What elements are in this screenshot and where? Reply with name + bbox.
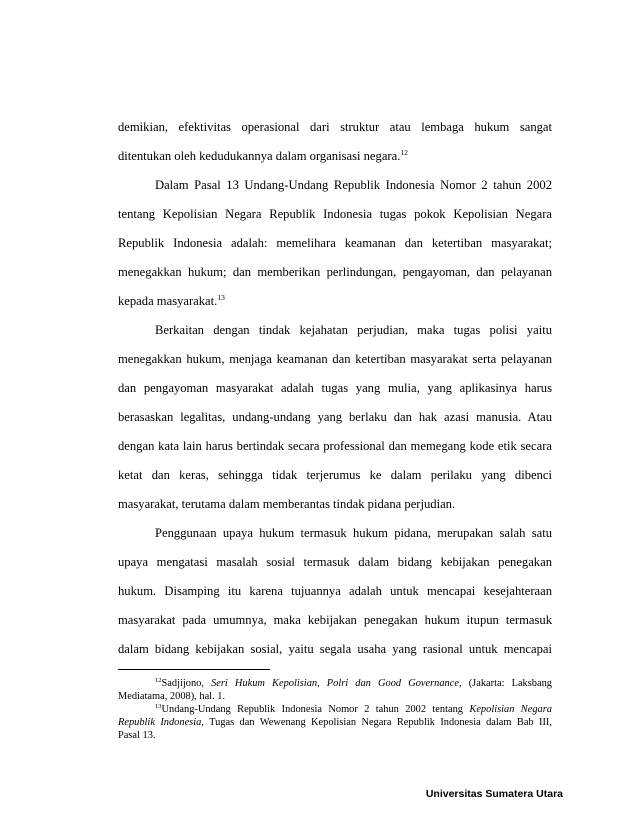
body-line: masyarakat pada umumnya, maka kebijakan penegakan hukum itupun termasuk xyxy=(118,613,552,627)
footnote-text: , (Jakarta: Laksbang xyxy=(458,678,552,689)
footnote-separator xyxy=(118,669,270,670)
body-line-text: ditentukan oleh kedudukannya dalam organisasi negara. xyxy=(118,149,401,163)
body-line: Republik Indonesia adalah: memelihara keamanan dan ketertiban masyarakat; xyxy=(118,236,552,250)
footnote-mark: 13 xyxy=(155,703,162,710)
body-line: tentang Kepolisian Negara Republik Indonesia tugas pokok Kepolisian Negara xyxy=(118,207,552,221)
body-line xyxy=(118,148,552,164)
body-line: menegakkan hukum, menjaga keamanan dan ketertiban masyarakat serta pelayanan xyxy=(118,352,552,366)
footnote-13-continued xyxy=(118,716,552,729)
paragraph-first-line: Dalam Pasal 13 Undang-Undang Republik Indonesia Nomor 2 tahun 2002 xyxy=(155,178,552,192)
body-line: ketat dan keras, sehingga tidak terjerumus ke dalam perilaku yang dibenci xyxy=(118,468,552,482)
paragraph-first-line: Berkaitan dengan tindak kejahatan perjudian, maka tugas polisi yaitu xyxy=(155,323,552,337)
body-line: upaya mengatasi masalah sosial termasuk dalam bidang kebijakan penegakan xyxy=(118,555,552,569)
body-line: dengan kata lain harus bertindak secara professional dan memegang kode etik secara xyxy=(118,439,552,453)
body-line: masyarakat, terutama dalam memberantas tindak pidana perjudian. xyxy=(118,497,456,511)
footnote-text: Undang-Undang Republik Indonesia Nomor 2 tahun 2002 tentang xyxy=(161,704,470,715)
body-line: dalam bidang kebijakan sosial, yaitu segala usaha yang rasional untuk mencapai xyxy=(118,642,552,656)
paragraph-first-line: Penggunaan upaya hukum termasuk hukum pidana, merupakan salah satu xyxy=(155,526,552,540)
footnote-12-continued: Mediatama, 2008), hal. 1. xyxy=(118,691,226,702)
footnote-12 xyxy=(155,677,552,690)
footnote-title: Kepolisian Negara xyxy=(469,704,552,715)
body-line-text: kepada masyarakat. xyxy=(118,294,218,308)
body-line: berasaskan legalitas, undang-undang yang berlaku dan hak azasi manusia. Atau xyxy=(118,410,552,424)
body-line xyxy=(118,293,552,309)
body-line: menegakkan hukum; dan memberikan perlindungan, pengayoman, dan pelayanan xyxy=(118,265,552,279)
footnote-mark: 12 xyxy=(155,677,162,684)
footnote-text: , Tugas dan Wewenang Kepolisian Negara Republik Indonesia dalam Bab III, xyxy=(201,717,552,728)
footnote-13-continued: Pasal 13. xyxy=(118,730,156,741)
body-line: demikian, efektivitas operasional dari struktur atau lembaga hukum sangat xyxy=(118,120,552,134)
footer-institution: Universitas Sumatera Utara xyxy=(425,788,563,800)
body-line: dan pengayoman masyarakat adalah tugas yang mulia, yang aplikasinya harus xyxy=(118,381,552,395)
footnote-13 xyxy=(155,703,552,716)
footnote-text: Sadjijono, xyxy=(161,678,212,689)
footnote-title: Republik Indonesia xyxy=(118,717,202,728)
body-line: hukum. Disamping itu karena tujuannya adalah untuk mencapai kesejahteraan xyxy=(118,584,552,598)
footnote-ref: 12 xyxy=(400,148,408,157)
footnote-title: Seri Hukum Kepolisian, Polri dan Good Governance xyxy=(211,678,459,689)
footnote-ref: 13 xyxy=(217,293,225,302)
